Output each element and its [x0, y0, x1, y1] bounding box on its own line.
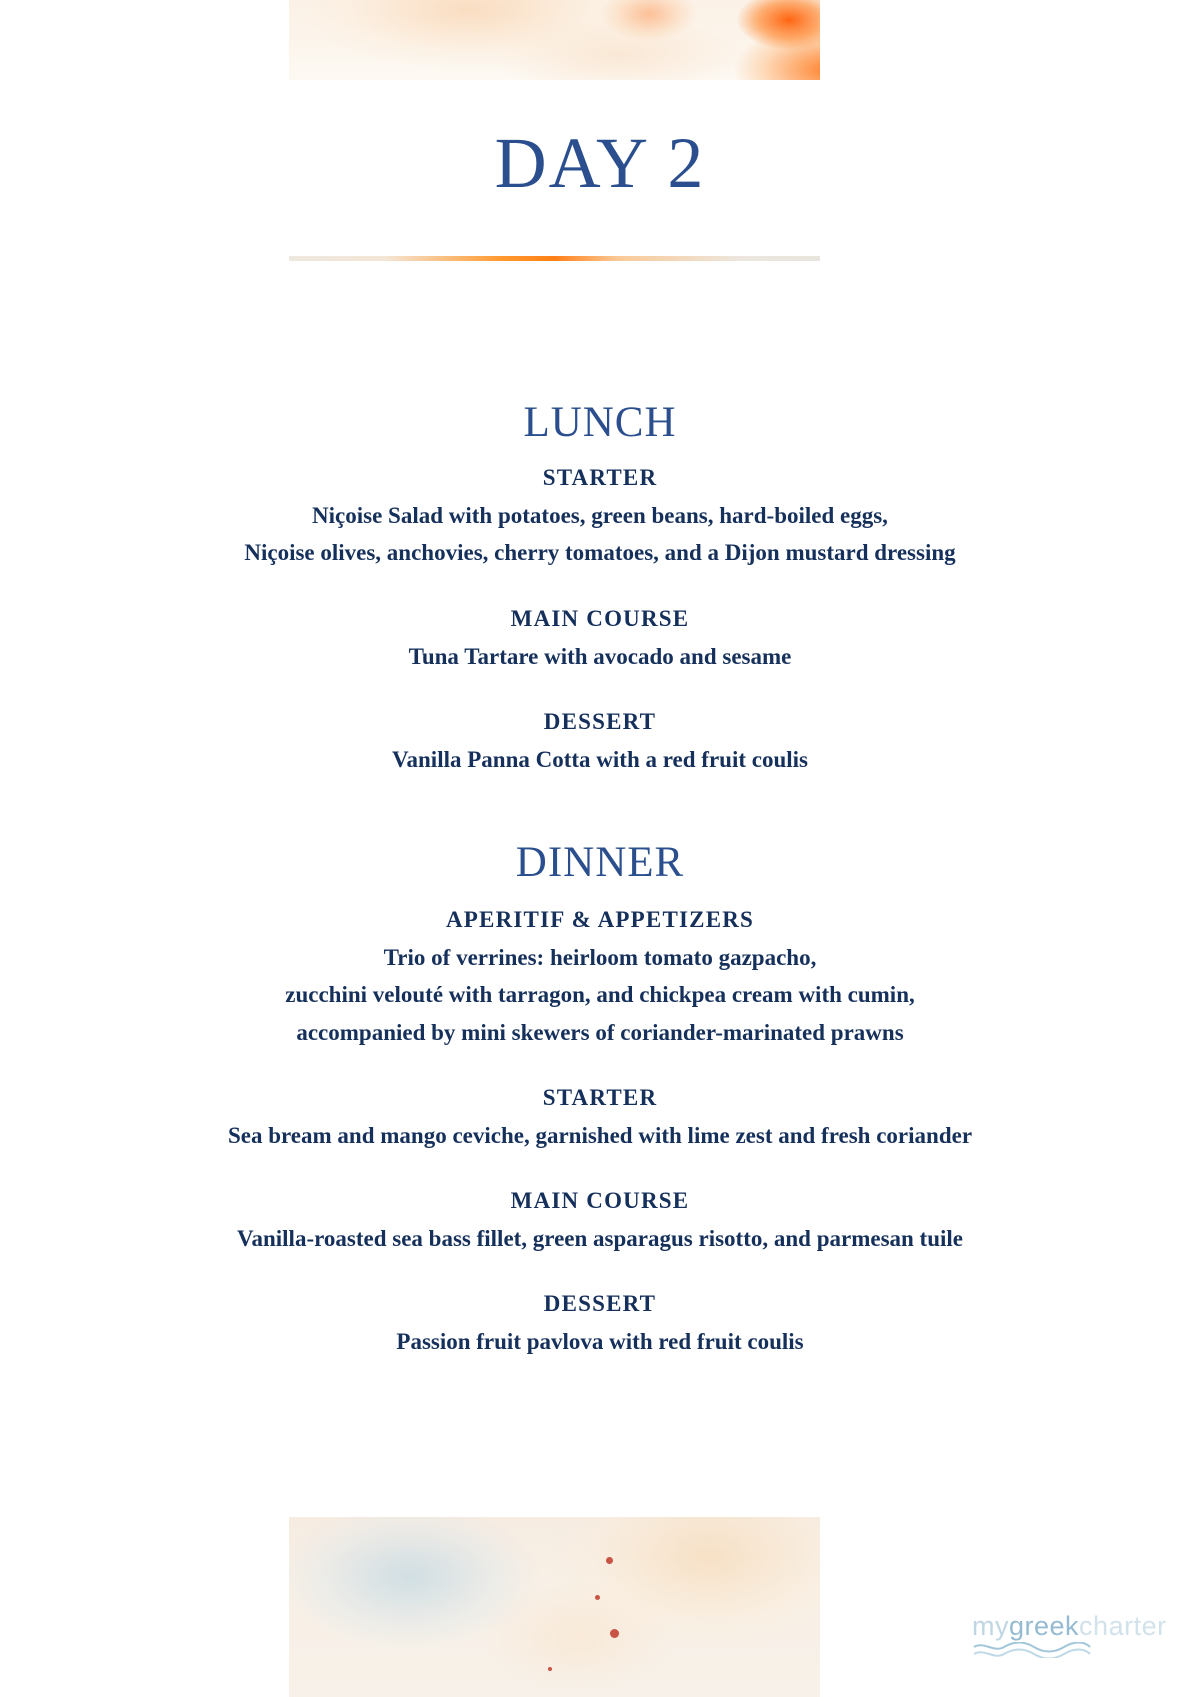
bottom-watercolor-band — [289, 1517, 820, 1697]
meal-section-lunch — [0, 398, 1200, 778]
meal-section-dinner — [0, 838, 1200, 1361]
wave-icon — [972, 1642, 1092, 1658]
title-divider — [289, 256, 820, 261]
paint-speck — [606, 1557, 613, 1564]
course-description: Tuna Tartare with avocado and sesame — [408, 643, 792, 669]
paint-speck — [548, 1667, 552, 1671]
course-label: MAIN COURSE — [510, 1188, 690, 1213]
top-watercolor-band — [289, 0, 820, 80]
course-description: Vanilla Panna Cotta with a red fruit coulis — [392, 746, 808, 772]
course-item — [0, 1188, 1200, 1257]
course-label: DESSERT — [543, 1291, 657, 1317]
paint-speck — [610, 1629, 619, 1638]
course-item — [0, 606, 1200, 675]
course-item — [0, 465, 1200, 572]
course-item — [0, 907, 1200, 1051]
brand-logo-greek: greek — [1009, 1611, 1080, 1641]
course-label: STARTER — [542, 1084, 658, 1110]
course-description: Passion fruit pavlova with red fruit coulis — [396, 1329, 804, 1355]
course-description: Vanilla-roasted sea bass fillet, green asparagus risotto, and parmesan tuile — [236, 1226, 964, 1251]
course-item — [0, 1291, 1200, 1360]
course-item — [0, 709, 1200, 778]
course-description: Niçoise Salad with potatoes, green beans, hard-boiled eggs, Niçoise olives, anchovies, cherry tomatoes, and a Dijon mustard dressing — [244, 503, 956, 566]
course-label: STARTER — [542, 465, 658, 490]
course-description: Trio of verrines: heirloom tomato gazpacho, zucchini velouté with tarragon, and chickpea cream with cumin, accompanied by mini skewers of coriander-marinated prawns — [285, 945, 915, 1045]
meal-heading-dinner: DINNER — [515, 839, 685, 886]
meal-heading-lunch: LUNCH — [523, 399, 677, 446]
course-item — [0, 1085, 1200, 1154]
brand-logo-my: my — [972, 1611, 1009, 1641]
menu-content — [0, 398, 1200, 1361]
course-label: APERITIF & APPETIZERS — [445, 907, 755, 932]
brand-logo-charter: charter — [1079, 1611, 1167, 1641]
course-label: MAIN COURSE — [510, 605, 690, 631]
page-title: DAY 2 — [494, 123, 706, 203]
course-description: Sea bream and mango ceviche, garnished with lime zest and fresh coriander — [227, 1122, 973, 1148]
brand-logo-text — [972, 1613, 1172, 1640]
brand-logo — [972, 1613, 1172, 1658]
course-label: DESSERT — [543, 708, 657, 734]
paint-speck — [595, 1595, 600, 1600]
